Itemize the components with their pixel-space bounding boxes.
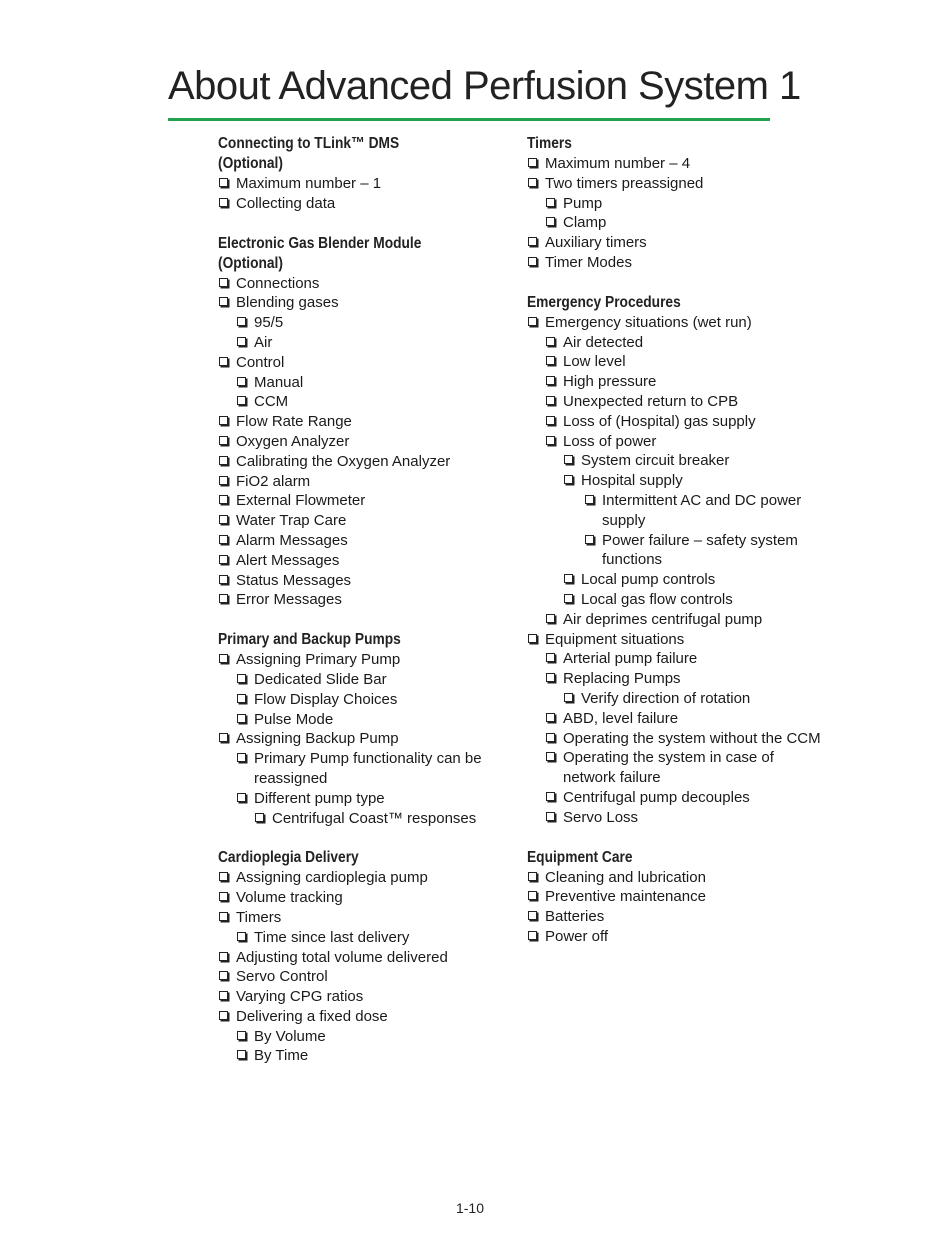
- checklist-item: Timer Modes: [527, 253, 827, 273]
- checklist-item: Power off: [527, 927, 827, 947]
- checklist-item: Replacing Pumps: [545, 669, 827, 689]
- checklist-item: Air detected: [545, 333, 827, 353]
- checklist: [218, 274, 518, 611]
- section-heading-line: (Optional): [218, 155, 283, 172]
- checklist-item: Intermittent AC and DC power supply: [584, 491, 827, 531]
- checklist: [218, 174, 518, 214]
- left-column: [218, 134, 518, 1086]
- checklist-item: Loss of (Hospital) gas supply: [545, 412, 827, 432]
- checklist-item: Clamp: [545, 213, 827, 233]
- checklist-item: Auxiliary timers: [527, 233, 827, 253]
- checklist-item: Connections: [218, 274, 518, 294]
- checklist-item: Alert Messages: [218, 551, 518, 571]
- checklist-item: Delivering a fixed dose: [218, 1007, 518, 1027]
- checklist-item: Operating the system in case of network failure: [545, 748, 827, 788]
- checklist-item: Pulse Mode: [236, 710, 518, 730]
- checklist-item: Status Messages: [218, 571, 518, 591]
- checklist-item: Primary Pump functionality can be reassigned: [236, 749, 518, 789]
- section-heading: [527, 848, 785, 868]
- checklist-item: Assigning Primary Pump: [218, 650, 518, 670]
- checklist-item: Unexpected return to CPB: [545, 392, 827, 412]
- checklist-item: Operating the system without the CCM: [545, 729, 827, 749]
- checklist-item: 95/5: [236, 313, 518, 333]
- checklist-item: Pump: [545, 194, 827, 214]
- checklist-item: Oxygen Analyzer: [218, 432, 518, 452]
- checklist-item: CCM: [236, 392, 518, 412]
- checklist-item: Assigning cardioplegia pump: [218, 868, 518, 888]
- checklist-section: [527, 134, 827, 273]
- checklist-item: High pressure: [545, 372, 827, 392]
- checklist-item: FiO2 alarm: [218, 472, 518, 492]
- section-heading: [218, 134, 476, 174]
- checklist-item: Time since last delivery: [236, 928, 518, 948]
- checklist-item: Loss of power: [545, 432, 827, 452]
- checklist-item: Arterial pump failure: [545, 649, 827, 669]
- section-heading-line: (Optional): [218, 254, 283, 272]
- checklist-item: System circuit breaker: [563, 451, 827, 471]
- checklist-item: Low level: [545, 352, 827, 372]
- checklist-item: Cleaning and lubrication: [527, 868, 827, 888]
- checklist-item: External Flowmeter: [218, 491, 518, 511]
- checklist-item: Different pump type: [236, 789, 518, 809]
- checklist-item: Batteries: [527, 907, 827, 927]
- checklist: [527, 313, 827, 828]
- section-heading-line: Timers: [527, 135, 572, 152]
- checklist-item: Adjusting total volume delivered: [218, 948, 518, 968]
- checklist-item: Servo Loss: [545, 808, 827, 828]
- checklist-section: [218, 630, 518, 828]
- section-heading: [527, 134, 785, 154]
- section-heading: [218, 630, 476, 650]
- right-column: [527, 134, 827, 967]
- section-heading-line: Primary and Backup Pumps: [218, 631, 401, 649]
- checklist-item: Water Trap Care: [218, 511, 518, 531]
- checklist-item: Centrifugal pump decouples: [545, 788, 827, 808]
- checklist-item: Blending gases: [218, 293, 518, 313]
- checklist-item: Air deprimes centrifugal pump: [545, 610, 827, 630]
- checklist: [527, 868, 827, 947]
- checklist-item: Assigning Backup Pump: [218, 729, 518, 749]
- checklist-item: Alarm Messages: [218, 531, 518, 551]
- checklist-item: Error Messages: [218, 590, 518, 610]
- section-heading: [218, 848, 476, 868]
- checklist: [218, 868, 518, 1066]
- checklist-item: By Volume: [236, 1027, 518, 1047]
- checklist-section: [218, 848, 518, 1066]
- section-heading-line: Electronic Gas Blender Module: [218, 234, 422, 252]
- checklist-item: Dedicated Slide Bar: [236, 670, 518, 690]
- checklist-item: Equipment situations: [527, 630, 827, 650]
- page-title: About Advanced Perfusion System 1: [168, 64, 801, 108]
- checklist-item: Maximum number – 1: [218, 174, 518, 194]
- checklist-section: [218, 234, 518, 611]
- checklist-item: Varying CPG ratios: [218, 987, 518, 1007]
- section-heading-line: Cardioplegia Delivery: [218, 849, 359, 867]
- checklist-item: Manual: [236, 373, 518, 393]
- section-heading-line: Emergency Procedures: [527, 293, 681, 311]
- checklist-item: Local pump controls: [563, 570, 827, 590]
- checklist-item: Power failure – safety system functions: [584, 531, 827, 571]
- checklist-item: Volume tracking: [218, 888, 518, 908]
- checklist-item: Collecting data: [218, 194, 518, 214]
- checklist-item: Flow Rate Range: [218, 412, 518, 432]
- checklist-item: Servo Control: [218, 967, 518, 987]
- page-number: 1-10: [455, 1200, 485, 1216]
- checklist-item: Maximum number – 4: [527, 154, 827, 174]
- title-divider: [168, 118, 770, 121]
- checklist: [527, 154, 827, 273]
- checklist-item: Preventive maintenance: [527, 887, 827, 907]
- checklist-item: Flow Display Choices: [236, 690, 518, 710]
- checklist-item: Air: [236, 333, 518, 353]
- checklist-item: Control: [218, 353, 518, 373]
- checklist-section: [527, 848, 827, 947]
- checklist: [218, 650, 518, 828]
- section-heading-line: Connecting to TLink™ DMS: [218, 135, 400, 152]
- checklist-item: Calibrating the Oxygen Analyzer: [218, 452, 518, 472]
- section-heading: [527, 293, 785, 313]
- section-heading: [218, 234, 476, 274]
- checklist-section: [218, 134, 518, 214]
- checklist-item: Two timers preassigned: [527, 174, 827, 194]
- checklist-section: [527, 293, 827, 828]
- checklist-item: Local gas flow controls: [563, 590, 827, 610]
- checklist-item: By Time: [236, 1046, 518, 1066]
- checklist-item: Hospital supply: [563, 471, 827, 491]
- checklist-item: Centrifugal Coast™ responses: [254, 809, 518, 829]
- checklist-item: Verify direction of rotation: [563, 689, 827, 709]
- checklist-item: Emergency situations (wet run): [527, 313, 827, 333]
- checklist-item: Timers: [218, 908, 518, 928]
- checklist-item: ABD, level failure: [545, 709, 827, 729]
- section-heading-line: Equipment Care: [527, 848, 633, 866]
